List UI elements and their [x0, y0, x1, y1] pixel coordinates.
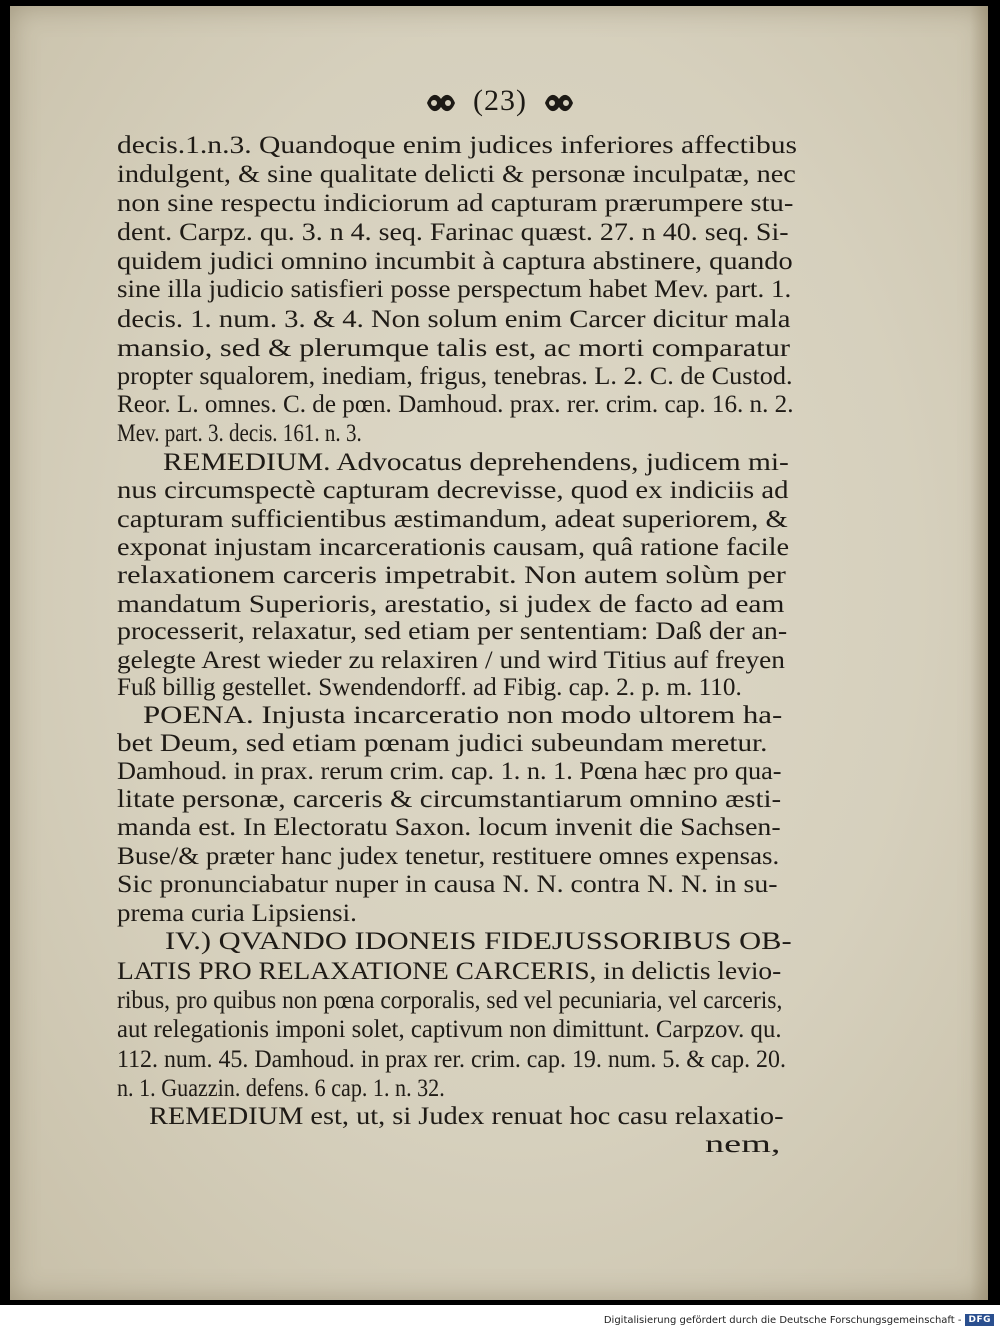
text-line: bet Deum, sed etiam pœnam judici subeundam meretur.	[117, 730, 768, 757]
text-line: litate personæ, carceris & circumstantiarum omnino æsti-	[117, 786, 782, 813]
text-line: dent. Carpz. qu. 3. n 4. seq. Farinac quæst. 27. n 40. seq. Si-	[117, 219, 789, 246]
text-line: Damhoud. in prax. rerum crim. cap. 1. n. 1. Pœna hæc pro qua-	[117, 758, 782, 785]
text-line: processerit, relaxatur, sed etiam per sententiam: Daß der an-	[117, 618, 788, 645]
text-line: non sine respectu indiciorum ad capturam prærumpere stu-	[117, 190, 794, 217]
text-line: decis.1.n.3. Quandoque enim judices inferiores affectibus	[117, 132, 798, 159]
text-line: POENA. Injusta incarceratio non modo ultorem ha-	[143, 702, 783, 729]
text-line: n. 1. Guazzin. defens. 6 cap. 1. n. 32.	[117, 1075, 445, 1102]
left-fleuron-icon	[423, 91, 459, 115]
text-line: LATIS PRO RELAXATIONE CARCERIS, in delictis levio-	[117, 958, 782, 985]
text-line: 112. num. 45. Damhoud. in prax rer. crim. cap. 19. num. 5. & cap. 20.	[117, 1046, 786, 1073]
page-header	[0, 84, 1000, 118]
digitization-credit	[0, 1312, 1000, 1330]
text-line: Mev. part. 3. decis. 161. n. 3.	[117, 420, 362, 447]
text-line: mandatum Superioris, arestatio, si judex de facto ad eam	[117, 591, 785, 618]
text-line: aut relegationis imponi solet, captivum non dimittunt. Carpzov. qu.	[117, 1016, 782, 1043]
text-line: Sic pronunciabatur nuper in causa N. N. contra N. N. in su-	[117, 871, 778, 898]
text-line: mansio, sed & plerumque talis est, ac morti comparatur	[117, 335, 791, 362]
dfg-logo: DFG	[965, 1314, 994, 1326]
text-line: decis. 1. num. 3. & 4. Non solum enim Carcer dicitur mala	[117, 306, 791, 333]
text-line: manda est. In Electoratu Saxon. locum invenit die Sachsen-	[117, 814, 781, 841]
text-line: sine illa judicio satisfieri posse perspectum habet Mev. part. 1.	[117, 276, 792, 303]
text-line: ribus, pro quibus non pœna corporalis, sed vel pecuniaria, vel carceris,	[117, 987, 783, 1014]
text-line: propter squalorem, inediam, frigus, tenebras. L. 2. C. de Custod.	[117, 363, 793, 390]
text-line: Buse/& præter hanc judex tenetur, restituere omnes expensas.	[117, 843, 780, 870]
text-line: prema curia Lipsiensi.	[117, 900, 357, 927]
page-edge-shading	[970, 6, 988, 1300]
text-line: Fuß billig gestellet. Swendendorff. ad Fibig. cap. 2. p. m. 110.	[117, 674, 742, 701]
text-line: nus circumspectè capturam decrevisse, quod ex indiciis ad	[117, 477, 789, 504]
text-line: indulgent, & sine qualitate delicti & personæ inculpatæ, nec	[117, 161, 796, 188]
right-fleuron-icon	[541, 91, 577, 115]
text-line: exponat injustam incarcerationis causam, quâ ratione facile	[117, 534, 790, 561]
text-line: Reor. L. omnes. C. de pœn. Damhoud. prax. rer. crim. cap. 16. n. 2.	[117, 391, 794, 418]
page-number: (23)	[473, 84, 527, 117]
text-line: relaxationem carceris impetrabit. Non autem solùm per	[117, 562, 786, 589]
text-line: REMEDIUM est, ut, si Judex renuat hoc casu relaxatio-	[149, 1103, 784, 1130]
credit-text: Digitalisierung gefördert durch die Deutsche Forschungsgemeinschaft -	[603, 1314, 962, 1326]
text-line: nem,	[705, 1131, 781, 1158]
text-line: REMEDIUM. Advocatus deprehendens, judicem mi-	[163, 449, 789, 476]
text-line: IV.) QVANDO IDONEIS FIDEJUSSORIBUS OB-	[165, 928, 792, 955]
text-line: quidem judici omnino incumbit à captura abstinere, quando	[117, 248, 793, 275]
text-line: capturam sufficientibus æstimandum, adeat superiorem, &	[117, 506, 788, 533]
text-line: gelegte Arest wieder zu relaxiren / und wird Titius auf freyen	[117, 647, 785, 674]
